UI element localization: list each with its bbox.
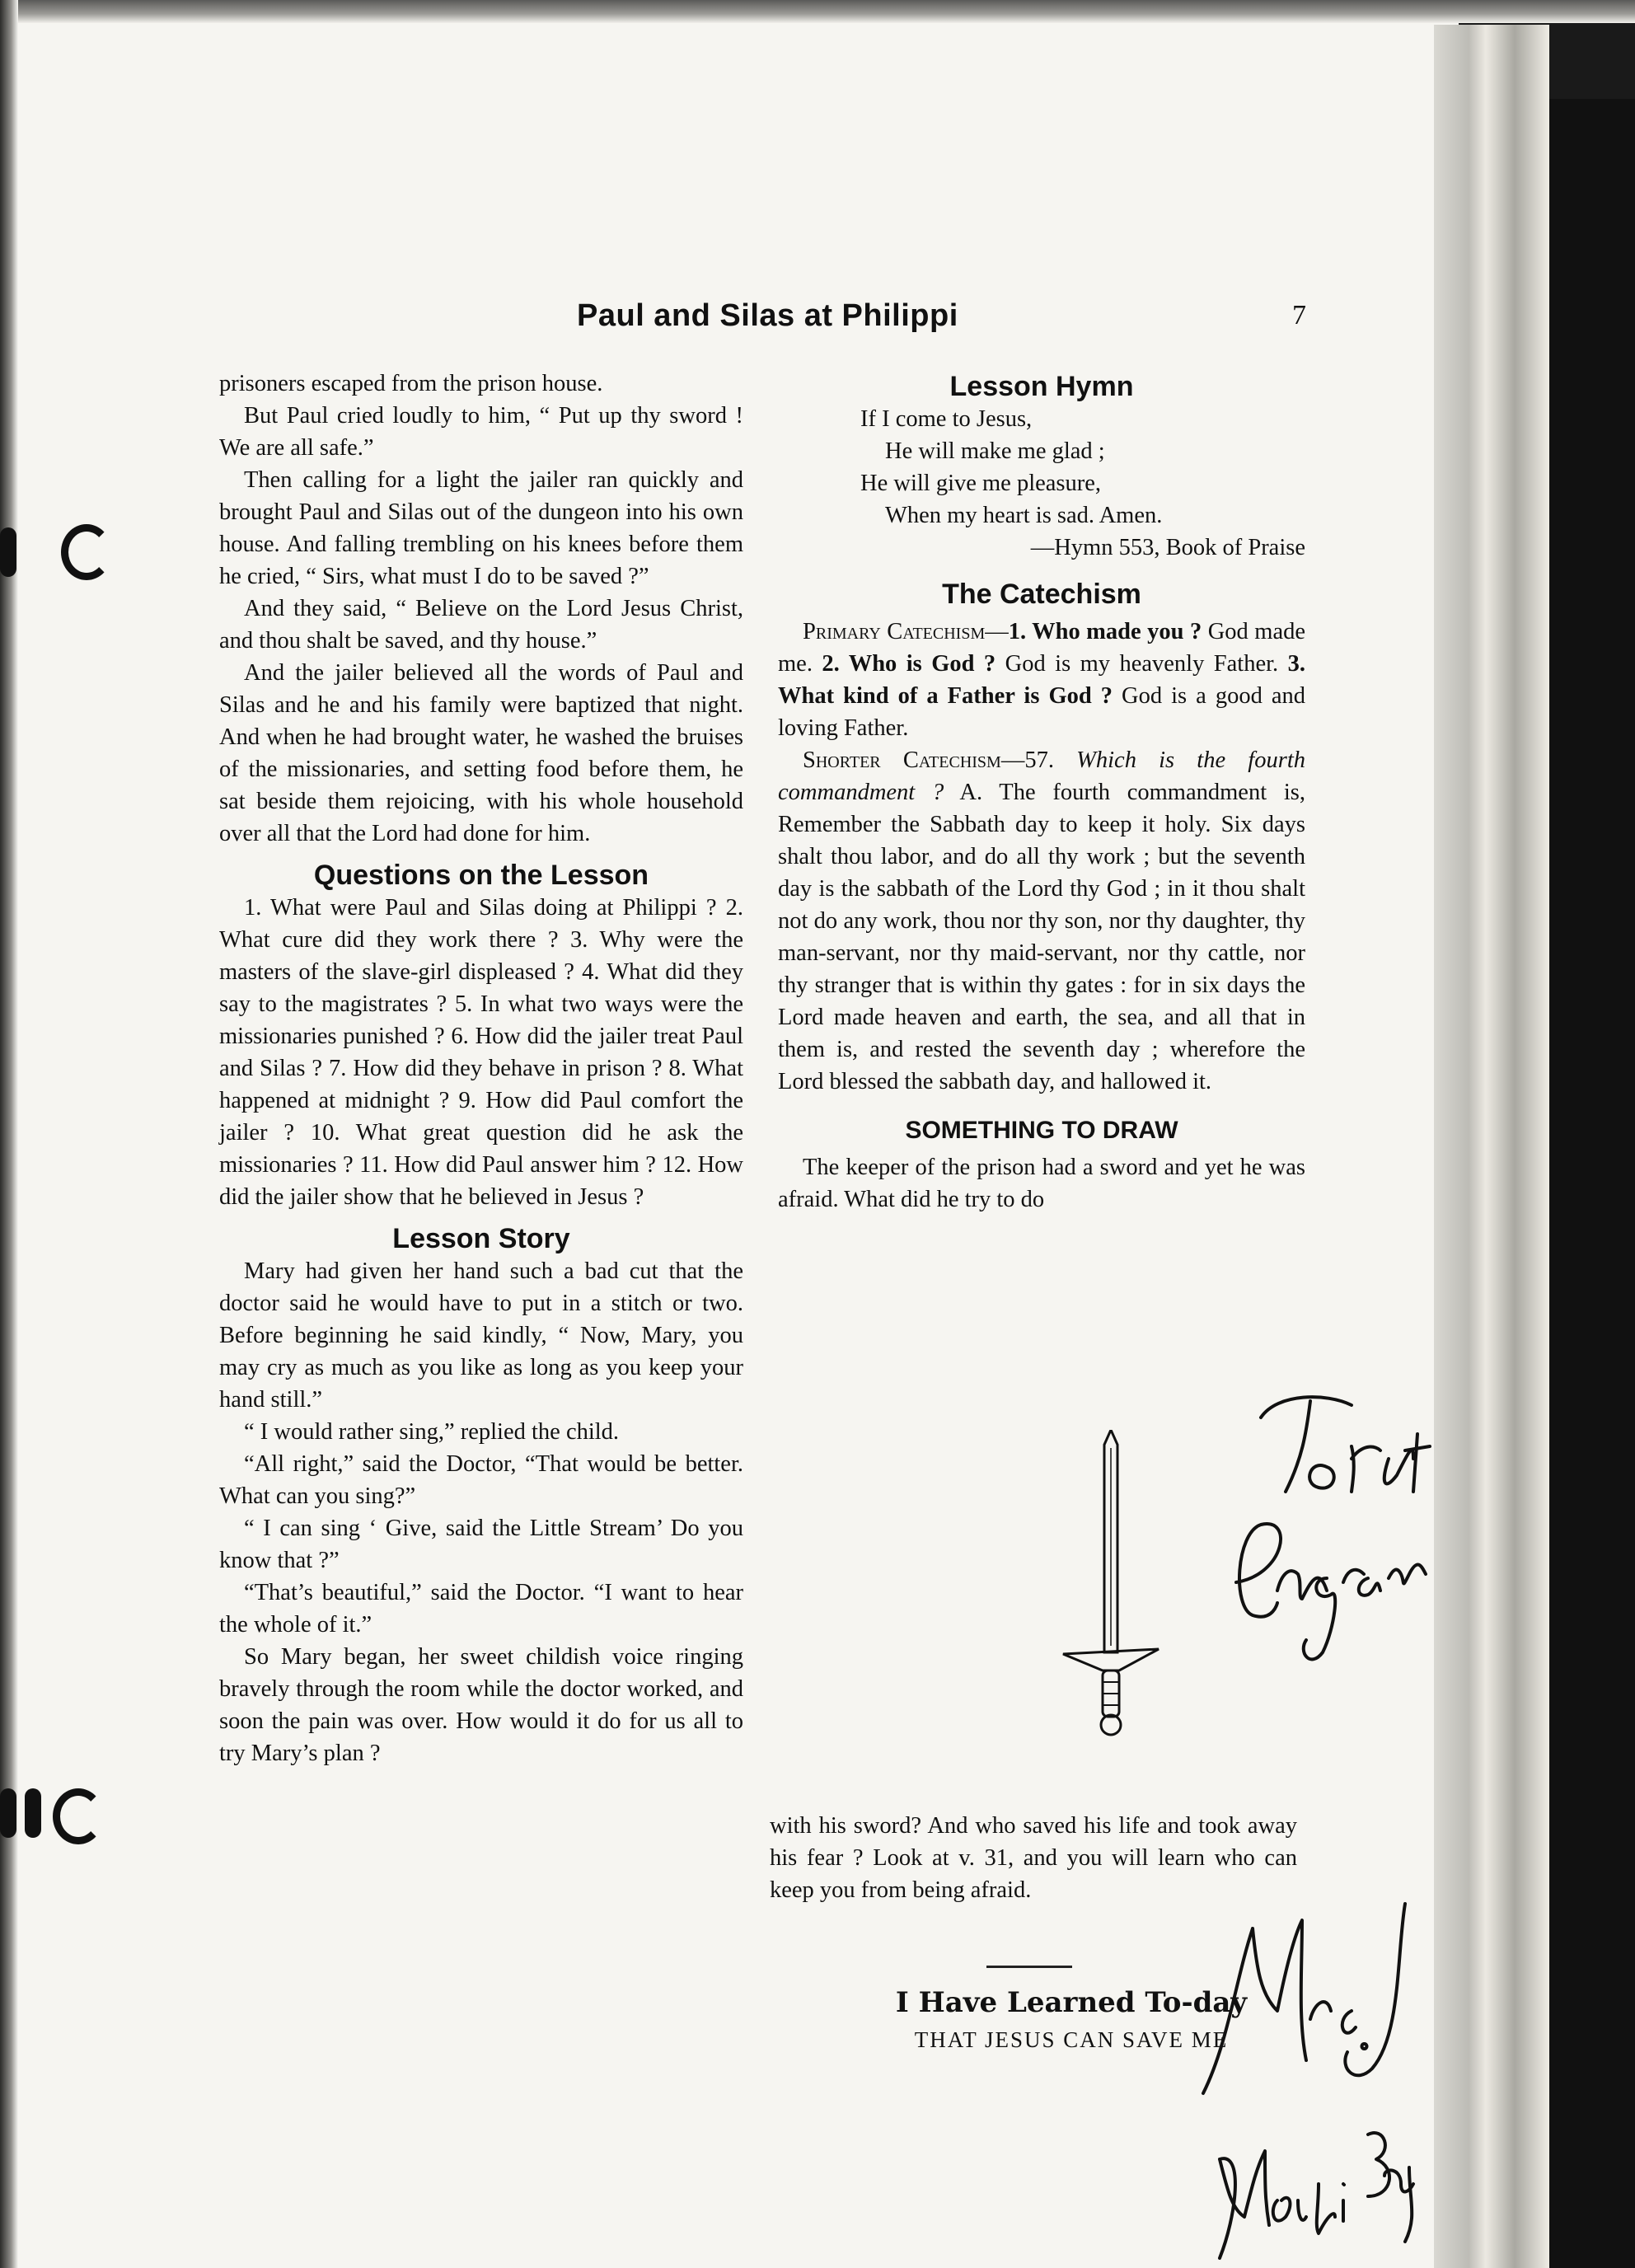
primary-catechism — [778, 616, 1305, 744]
learned-title: I Have Learned To-day — [895, 1986, 1248, 2019]
hymn-source: —Hymn 553, Book of Praise — [1030, 535, 1305, 560]
story-paragraph: “ I can sing ‘ Give, said the Little Stream’ Do you know that ?” — [219, 1516, 743, 1573]
primary-a3: God is a good and loving Father. — [778, 683, 1305, 741]
learned-subtitle: THAT JESUS CAN SAVE ME — [914, 2027, 1229, 2052]
story-paragraph: “ I would rather sing,” replied the child. — [244, 1419, 620, 1445]
left-column — [219, 368, 743, 1769]
paragraph: But Paul cried loudly to him, “ Put up thy sword ! We are all safe.” — [219, 403, 743, 461]
binder-hole-bottom-2 — [25, 1788, 41, 1838]
hymn-heading: Lesson Hymn — [949, 371, 1134, 402]
story-paragraph: So Mary began, her sweet childish voice ringing bravely through the room while the doctor worked, and soon the pain was over. How would it do for us all to try Mary’s plan ? — [219, 1644, 743, 1766]
binder-ring-top — [61, 524, 112, 580]
paragraph: prisoners escaped from the prison house. — [219, 371, 603, 396]
primary-label: Primary Catechism— — [803, 619, 1009, 644]
story-paragraph: “All right,” said the Doctor, “That would be better. What can you sing?” — [219, 1451, 743, 1509]
hymn-line: When my heart is sad. Amen. — [885, 503, 1163, 528]
draw-text: The keeper of the prison had a sword and yet he was afraid. What did he try to do — [778, 1155, 1305, 1212]
top-shadow — [0, 0, 1635, 23]
hymn-line: He will give me pleasure, — [860, 471, 1102, 496]
primary-q1: 1. Who made you ? — [1008, 619, 1202, 644]
hymn-line: If I come to Jesus, — [860, 406, 1033, 432]
binder-hole-top — [0, 527, 16, 577]
questions-text: 1. What were Paul and Silas doing at Philippi ? 2. What cure did they work there ? 3. Why were the masters of the slave-girl displeased ? 4. What did they say to the magistrates ? 5. In what two ways were the missionaries punished ? 6. How did the jailer treat Paul and Silas ? 7. How did they behave in prison ? 8. What happened at midnight ? 9. How did Paul comfort the jailer ? 10. What great question did he ask the missionaries ? 11. How did Paul answer him ? 12. How did the jailer show that he believed in Jesus ? — [219, 895, 743, 1210]
draw-text-continued — [770, 1810, 1297, 1906]
book-edge — [1434, 25, 1549, 2268]
story-paragraph: Mary had given her hand such a bad cut that the doctor said he would have to put in a stitch or two. Before beginning he said kindly, “ Now, Mary, you may cry as much as you like as long as you keep your hand still.” — [219, 1258, 743, 1413]
hymn — [778, 403, 1305, 564]
hymn-line: He will make me glad ; — [885, 438, 1105, 464]
binder-hole-bottom — [0, 1788, 16, 1838]
catechism-heading: The Catechism — [942, 579, 1141, 610]
shorter-question: Which is the fourth commandment ? — [778, 747, 1305, 805]
right-column — [778, 371, 1305, 1216]
draw-text-cont: with his sword? And who saved his life and took away his fear ? Look at v. 31, and you will learn who can keep you from being afraid. — [770, 1813, 1297, 1903]
primary-a1: God made me. — [778, 619, 1305, 677]
divider-rule — [986, 1966, 1072, 1968]
binder-ring-bottom — [53, 1788, 104, 1844]
paragraph: And they said, “ Believe on the Lord Jesus Christ, and thou shalt be saved, and thy house.” — [219, 596, 743, 654]
learned-box — [857, 1986, 1286, 2053]
page-header — [0, 298, 1459, 348]
book-spine-shadow — [1549, 99, 1635, 2268]
primary-q2: 2. Who is God ? — [822, 651, 996, 677]
page-number: 7 — [1292, 300, 1306, 330]
primary-a2: God is my heavenly Father. — [996, 651, 1288, 677]
paragraph: And the jailer believed all the words of Paul and Silas and he and his family were baptized that night. And when he had brought water, he washed the bruises of the missionaries, and setting food before them, he sat beside them rejoicing, with his whole household over all that the Lord had done for him. — [219, 660, 743, 846]
story-paragraph: “That’s beautiful,” said the Doctor. “I want to hear the whole of it.” — [219, 1580, 743, 1638]
shorter-label: Shorter Catechism—57. — [803, 747, 1054, 773]
questions-heading: Questions on the Lesson — [313, 860, 649, 891]
shorter-catechism — [778, 744, 1305, 1098]
primary-q3: 3. What kind of a Father is God ? — [778, 651, 1305, 709]
page-title: Paul and Silas at Philippi — [577, 298, 958, 333]
draw-heading: SOMETHING TO DRAW — [905, 1117, 1178, 1144]
sword-drawing — [1061, 1430, 1160, 1743]
story-heading: Lesson Story — [392, 1223, 570, 1254]
paragraph: Then calling for a light the jailer ran quickly and brought Paul and Silas out of the dungeon into his own house. And falling trembling on his knees before them he cried, “ Sirs, what must I do to be saved ?” — [219, 467, 743, 589]
shorter-answer: A. The fourth commandment is, Remember the Sabbath day to keep it holy. Six days shalt thou labor, and do all thy work ; but the seventh day is the sabbath of the Lord thy God ; in it thou shalt not do any work, thou nor thy son, nor thy daughter, thy man-servant, nor thy maid-servant, nor thy cattle, nor thy stranger that is within thy gates : for in six days the Lord made heaven and earth, the sea, and all that in them is, and rested the seventh day ; wherefore the Lord blessed the sabbath day, and hallowed it. — [778, 780, 1305, 1094]
